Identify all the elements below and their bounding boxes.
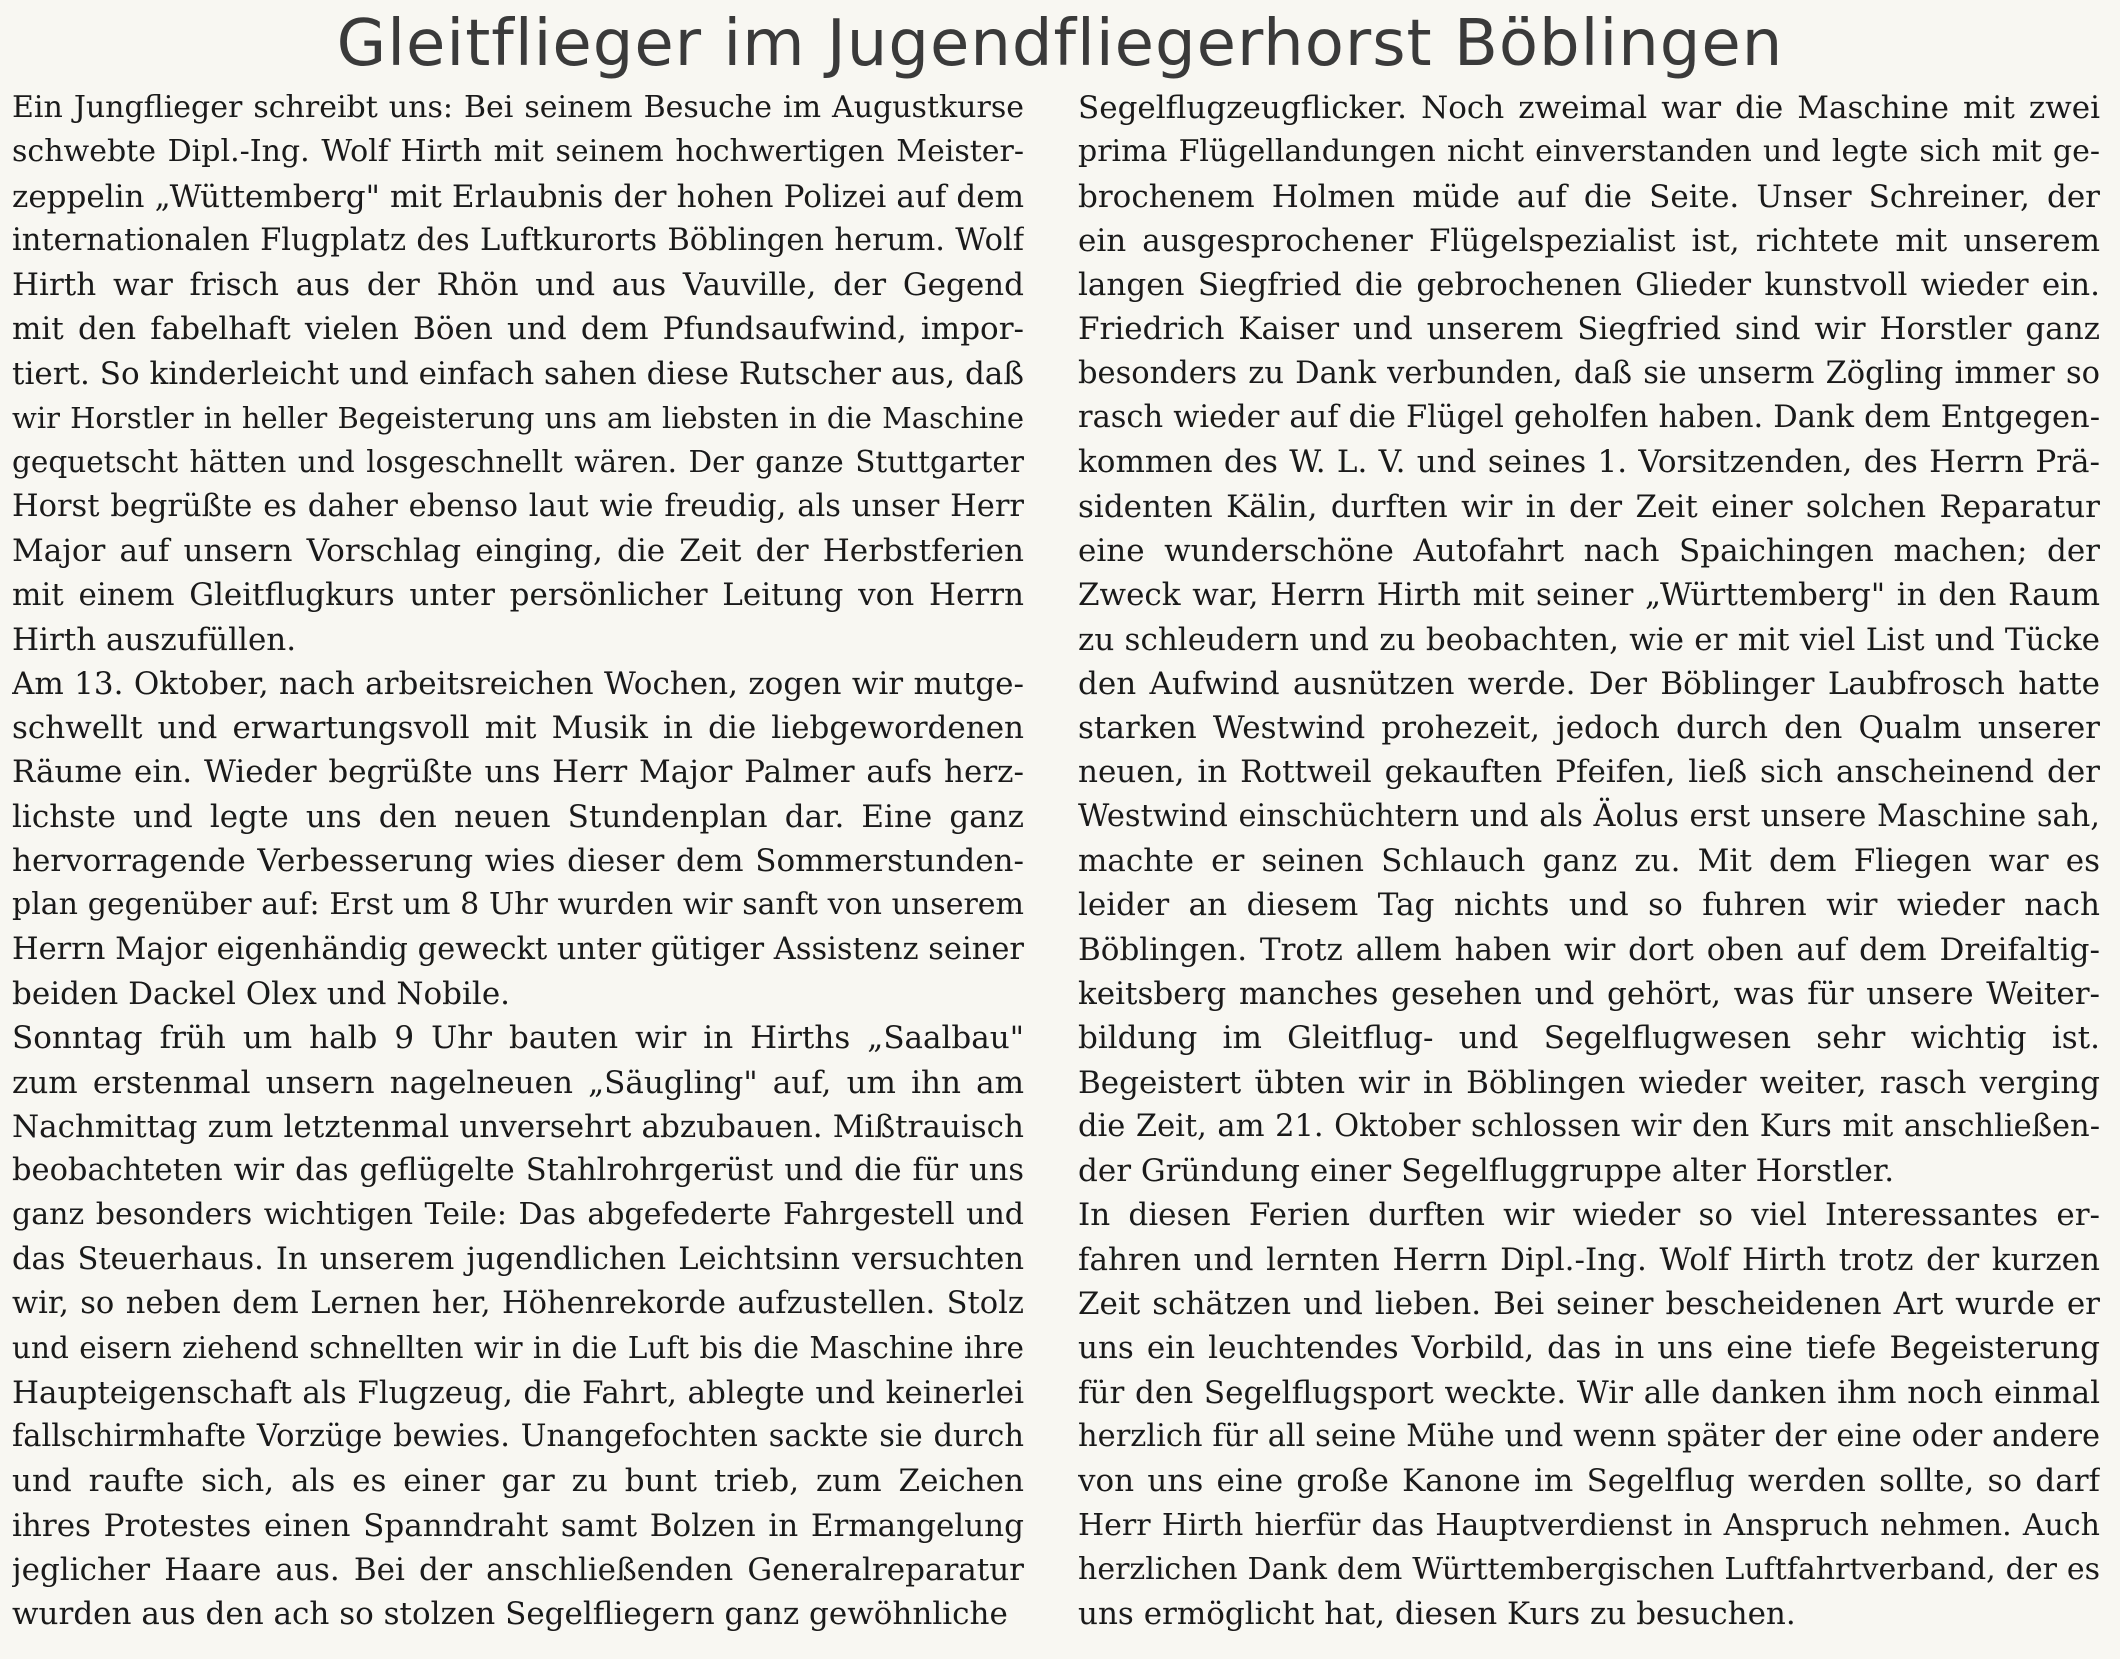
- text-line: schwellt und erwartungsvoll mit Musik in die liebgewordenen: [12, 710, 1024, 747]
- text-line: wir, so neben dem Lernen her, Höhenrekorde aufzustellen. Stolz: [12, 1286, 1024, 1322]
- text-line: kommen des W. L. V. und seines 1. Vorsitzenden, des Herrn Prä-: [1078, 444, 2100, 481]
- text-line: beiden Dackel Olex und Nobile.: [12, 975, 511, 1012]
- text-line: mit einem Gleitflugkurs unter persönlicher Leitung von Herrn: [12, 577, 1024, 614]
- text-line: machte er seinen Schlauch ganz zu. Mit dem Fliegen war es: [1078, 843, 2100, 880]
- text-line: Hirth auszufüllen.: [12, 621, 297, 658]
- text-line: Ein Jungflieger schreibt uns: Bei seinem Besuche im Augustkurse: [12, 90, 1024, 125]
- text-line: Herr Hirth hierfür das Hauptverdienst in Anspruch nehmen. Auch: [1078, 1507, 2100, 1543]
- text-line: hervorragende Verbesserung wies dieser dem Sommerstunden-: [12, 843, 1024, 880]
- text-line: beobachteten wir das geflügelte Stahlrohrgerüst und die für uns: [12, 1153, 1024, 1189]
- text-line: Hirth war frisch aus der Rhön und aus Vauville, der Gegend: [12, 267, 1024, 304]
- text-line: das Steuerhaus. In unserem jugendlichen Leichtsinn versuchten: [12, 1241, 1024, 1277]
- text-line: mit den fabelhaft vielen Böen und dem Pfundsaufwind, impor-: [12, 311, 1024, 348]
- text-line: Zeit schätzen und lieben. Bei seiner bescheidenen Art wurde er: [1078, 1286, 2100, 1323]
- article-left-column: [12, 86, 1024, 1636]
- text-line: Westwind einschüchtern und als Äolus erst unsere Maschine sah,: [1078, 798, 2100, 834]
- text-line: schwebte Dipl.-Ing. Wolf Hirth mit seinem hochwertigen Meister-: [12, 134, 1024, 170]
- text-line: und eisern ziehend schnellten wir in die Luft bis die Maschine ihre: [12, 1331, 1024, 1366]
- text-line: rasch wieder auf die Flügel geholfen haben. Dank dem Entgegen-: [1078, 400, 2100, 436]
- column-gutter: [1050, 96, 1051, 1646]
- text-line: eine wunderschöne Autofahrt nach Spaichingen machen; der: [1078, 532, 2100, 569]
- text-line: Haupteigenschaft als Flugzeug, die Fahrt, ablegte und keinerlei: [12, 1374, 1024, 1411]
- text-line: fahren und lernten Herrn Dipl.-Ing. Wolf Hirth trotz der kurzen: [1078, 1241, 2100, 1278]
- text-line: uns ein leuchtendes Vorbild, das in uns eine tiefe Begeisterung: [1078, 1330, 2100, 1367]
- text-line: ein ausgesprochener Flügelspezialist ist, richtete mit unserem: [1078, 222, 2100, 259]
- text-line: der Gründung einer Segelfluggruppe alter Horstler.: [1078, 1153, 1895, 1190]
- text-line: uns ermöglicht hat, diesen Kurs zu besuchen.: [1078, 1596, 1796, 1633]
- text-line: lichste und legte uns den neuen Stundenplan dar. Eine ganz: [12, 798, 1024, 835]
- text-line: von uns eine große Kanone im Segelflug werden sollte, so darf: [1078, 1463, 2100, 1500]
- text-line: Friedrich Kaiser und unserem Siegfried sind wir Horstler ganz: [1078, 311, 2100, 348]
- text-line: starken Westwind prohezeit, jedoch durch den Qualm unserer: [1078, 710, 2100, 747]
- text-line: keitsberg manches gesehen und gehört, was für unsere Weiter-: [1078, 975, 2100, 1012]
- text-line: zum erstenmal unsern nagelneuen „Säugling" auf, um ihn am: [12, 1064, 1024, 1101]
- text-line: Böblingen. Trotz allem haben wir dort oben auf dem Dreifaltig-: [1078, 931, 2100, 968]
- text-line: herzlichen Dank dem Württembergischen Luftfahrtverband, der es: [1078, 1551, 2100, 1587]
- text-line: Herrn Major eigenhändig geweckt unter gütiger Assistenz seiner: [12, 931, 1024, 967]
- text-line: den Aufwind ausnützen werde. Der Böblinger Laubfrosch hatte: [1078, 665, 2100, 702]
- text-line: die Zeit, am 21. Oktober schlossen wir den Kurs mit anschließen-: [1078, 1108, 2100, 1144]
- text-line: herzlich für all seine Mühe und wenn später der eine oder andere: [1078, 1418, 2100, 1454]
- text-line: gequetscht hätten und losgeschnellt wären. Der ganze Stuttgarter: [12, 445, 1024, 480]
- text-line: Begeistert übten wir in Böblingen wieder weiter, rasch verging: [1078, 1064, 2100, 1101]
- text-line: ihres Protestes einen Spanndraht samt Bolzen in Ermangelung: [12, 1507, 1024, 1544]
- article-title: Gleitflieger im Jugendfliegerhorst Böblingen: [336, 7, 1784, 81]
- text-line: brochenem Holmen müde auf die Seite. Unser Schreiner, der: [1078, 178, 2100, 215]
- text-line: und raufte sich, als es einer gar zu bunt trieb, zum Zeichen: [12, 1463, 1024, 1500]
- text-line: Sonntag früh um halb 9 Uhr bauten wir in Hirths „Saalbau": [12, 1020, 1024, 1057]
- text-line: bildung im Gleitflug- und Segelflugwesen sehr wichtig ist.: [1078, 1020, 2100, 1057]
- text-line: Nachmittag zum letztenmal unversehrt abzubauen. Mißtrauisch: [12, 1108, 1024, 1145]
- text-line: Am 13. Oktober, nach arbeitsreichen Wochen, zogen wir mutge-: [12, 665, 1024, 702]
- text-line: zu schleudern und zu beobachten, wie er mit viel List und Tücke: [1078, 621, 2100, 658]
- text-line: prima Flügellandungen nicht einverstanden und legte sich mit ge-: [1078, 134, 2100, 170]
- text-line: zeppelin „Wüttemberg" mit Erlaubnis der hohen Polizei auf dem: [12, 178, 1024, 215]
- text-line: Zweck war, Herrn Hirth mit seiner „Württemberg" in den Raum: [1078, 577, 2100, 614]
- text-line: sidenten Kälin, durften wir in der Zeit einer solchen Reparatur: [1078, 488, 2100, 525]
- text-line: fallschirmhafte Vorzüge bewies. Unangefochten sackte sie durch: [12, 1418, 1024, 1454]
- text-line: Horst begrüßte es daher ebenso laut wie freudig, als unser Herr: [12, 488, 1024, 524]
- text-line: langen Siegfried die gebrochenen Glieder kunstvoll wieder ein.: [1078, 267, 2100, 304]
- text-line: ganz besonders wichtigen Teile: Das abgefederte Fahrgestell und: [12, 1197, 1024, 1233]
- text-line: Major auf unsern Vorschlag einging, die Zeit der Herbstferien: [12, 532, 1024, 569]
- text-line: besonders zu Dank verbunden, daß sie unserm Zögling immer so: [1078, 355, 2100, 391]
- text-line: plan gegenüber auf: Erst um 8 Uhr wurden wir sanft von unserem: [12, 887, 1024, 923]
- text-line: Segelflugzeugflicker. Noch zweimal war die Maschine mit zwei: [1078, 90, 2100, 126]
- text-line: Räume ein. Wieder begrüßte uns Herr Major Palmer aufs herz-: [12, 754, 1024, 791]
- text-line: leider an diesem Tag nichts und so fuhren wir wieder nach: [1078, 887, 2100, 924]
- text-line: internationalen Flugplatz des Luftkurorts Böblingen herum. Wolf: [12, 222, 1024, 258]
- text-line: tiert. So kinderleicht und einfach sahen diese Rutscher aus, daß: [12, 355, 1024, 392]
- text-line: jeglicher Haare aus. Bei der anschließenden Generalreparatur: [12, 1551, 1024, 1588]
- text-line: wir Horstler in heller Begeisterung uns am liebsten in die Maschine: [12, 401, 1024, 436]
- text-line: für den Segelflugsport weckte. Wir alle danken ihm noch einmal: [1078, 1374, 2100, 1411]
- article-right-column: [1078, 86, 2100, 1636]
- text-line: neuen, in Rottweil gekauften Pfeifen, ließ sich anscheinend der: [1078, 754, 2100, 791]
- text-line: In diesen Ferien durften wir wieder so viel Interessantes er-: [1078, 1197, 2100, 1234]
- text-line: wurden aus den ach so stolzen Segelfliegern ganz gewöhnliche: [12, 1596, 1008, 1633]
